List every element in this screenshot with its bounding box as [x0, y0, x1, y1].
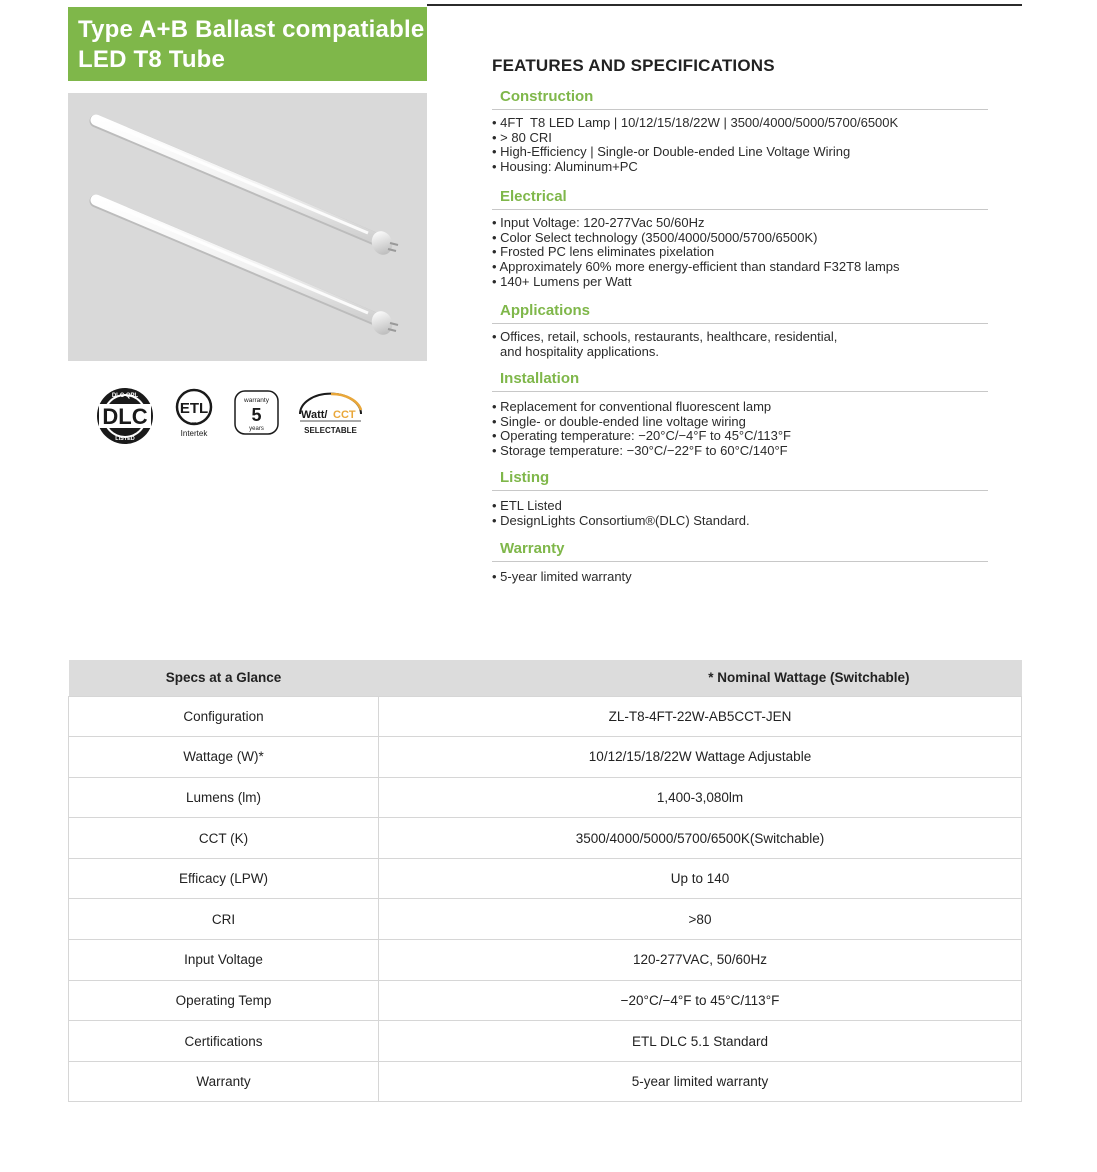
- list-item: • DesignLights Consortium®(DLC) Standard.: [492, 514, 988, 529]
- svg-text:ETL: ETL: [179, 400, 209, 417]
- dlc-qpl-listed-icon: [97, 388, 153, 444]
- row-value: 10/12/15/18/22W Wattage Adjustable: [379, 737, 1022, 778]
- row-label: CCT (K): [69, 818, 379, 859]
- section-divider: [492, 561, 988, 562]
- svg-text:SELECTABLE: SELECTABLE: [304, 426, 357, 435]
- section-divider: [492, 490, 988, 491]
- row-value: 120-277VAC, 50/60Hz: [379, 940, 1022, 981]
- list-item: • 5-year limited warranty: [492, 570, 988, 585]
- table-header-nominal-wattage: * Nominal Wattage (Switchable): [379, 660, 1022, 696]
- section-electrical: [492, 188, 988, 290]
- table-row: [69, 737, 1022, 778]
- svg-text:5: 5: [251, 405, 262, 425]
- specs-table: [68, 660, 1022, 1102]
- svg-text:CCT: CCT: [333, 409, 356, 421]
- list-item: • Operating temperature: −20°C/−4°F to 45°C/113°F: [492, 429, 988, 444]
- table-header-row: [69, 660, 1022, 696]
- section-heading: Applications: [500, 302, 591, 319]
- features-title: FEATURES AND SPECIFICATIONS: [492, 56, 775, 75]
- section-construction: [492, 88, 988, 175]
- row-value: >80: [379, 899, 1022, 940]
- tube-upper: [96, 120, 398, 258]
- section-heading: Warranty: [500, 540, 565, 557]
- list-item: • Frosted PC lens eliminates pixelation: [492, 245, 988, 260]
- feature-list: [492, 330, 988, 359]
- table-row: [69, 818, 1022, 859]
- list-item: • Color Select technology (3500/4000/5000/5700/6500K): [492, 231, 988, 246]
- list-item: • High-Efficiency | Single-or Double-ended Line Voltage Wiring: [492, 145, 988, 160]
- svg-text:DLC: DLC: [102, 404, 148, 429]
- table-row: [69, 899, 1022, 940]
- list-item: • > 80 CRI: [492, 131, 988, 146]
- list-item: • Housing: Aluminum+PC: [492, 160, 988, 175]
- list-item-continuation: and hospitality applications.: [500, 343, 659, 359]
- title-banner: [68, 7, 427, 81]
- list-item: • Input Voltage: 120-277Vac 50/60Hz: [492, 216, 988, 231]
- row-value: 5-year limited warranty: [379, 1061, 1022, 1102]
- row-label: Wattage (W)*: [69, 737, 379, 778]
- section-heading: Electrical: [500, 188, 567, 205]
- section-divider: [492, 109, 988, 110]
- product-photo: [68, 93, 427, 361]
- table-row: [69, 777, 1022, 818]
- top-rule: [427, 4, 1022, 6]
- list-item: • 140+ Lumens per Watt: [492, 275, 988, 290]
- section-listing: [492, 469, 988, 528]
- row-label: Warranty: [69, 1061, 379, 1102]
- svg-text:years: years: [249, 426, 264, 432]
- svg-text:us: us: [191, 420, 197, 425]
- warranty-5-years-icon: [235, 391, 278, 434]
- svg-text:Watt/: Watt/: [301, 409, 328, 421]
- list-item: • 4FT T8 LED Lamp | 10/12/15/18/22W | 3500/4000/5000/5700/6500K: [492, 116, 988, 131]
- title-line-1: Type A+B Ballast compatiable: [78, 16, 425, 43]
- row-label: Lumens (lm): [69, 777, 379, 818]
- list-item: • Replacement for conventional fluorescent lamp: [492, 400, 988, 415]
- list-item: • ETL Listed: [492, 499, 988, 514]
- table-row: [69, 940, 1022, 981]
- list-item: • Offices, retail, schools, restaurants, healthcare, residential,: [492, 330, 988, 345]
- tube-lower: [96, 200, 398, 338]
- svg-text:LISTED: LISTED: [115, 436, 135, 442]
- section-heading: Installation: [500, 370, 580, 387]
- list-item: • Single- or double-ended line voltage wiring: [492, 415, 988, 430]
- feature-list: [492, 216, 988, 290]
- row-label: Input Voltage: [69, 940, 379, 981]
- row-label: Certifications: [69, 1021, 379, 1062]
- row-value: −20°C/−4°F to 45°C/113°F: [379, 980, 1022, 1021]
- section-divider: [492, 391, 988, 392]
- row-value: 1,400-3,080lm: [379, 777, 1022, 818]
- feature-list: [492, 400, 988, 459]
- svg-text:Intertek: Intertek: [180, 429, 208, 438]
- row-label: CRI: [69, 899, 379, 940]
- features-and-specifications: [492, 56, 992, 584]
- row-label: Operating Temp: [69, 980, 379, 1021]
- table-row: [69, 1061, 1022, 1102]
- feature-list: [492, 499, 988, 528]
- table-row: [69, 696, 1022, 737]
- table-header-specs: Specs at a Glance: [69, 660, 379, 696]
- table-row: [69, 858, 1022, 899]
- section-divider: [492, 209, 988, 210]
- etl-intertek-icon: [177, 390, 211, 438]
- svg-text:DLC QPL: DLC QPL: [111, 393, 139, 399]
- section-heading: Construction: [500, 88, 594, 105]
- row-label: Efficacy (LPW): [69, 858, 379, 899]
- table-row: [69, 1021, 1022, 1062]
- list-item: • Approximately 60% more energy-efficient than standard F32T8 lamps: [492, 260, 988, 275]
- feature-list: [492, 570, 988, 585]
- watt-cct-selectable-icon: [300, 394, 361, 435]
- feature-list: [492, 116, 988, 175]
- row-value: Up to 140: [379, 858, 1022, 899]
- row-value: 3500/4000/5000/5700/6500K(Switchable): [379, 818, 1022, 859]
- row-value: ZL-T8-4FT-22W-AB5CCT-JEN: [379, 696, 1022, 737]
- row-value: ETL DLC 5.1 Standard: [379, 1021, 1022, 1062]
- section-divider: [492, 323, 988, 324]
- section-installation: [492, 370, 988, 459]
- section-warranty: [492, 540, 988, 585]
- svg-text:warranty: warranty: [244, 397, 269, 404]
- section-applications: [492, 302, 988, 359]
- led-tube-image: [68, 93, 427, 361]
- table-row: [69, 980, 1022, 1021]
- certification-logos: [95, 388, 395, 448]
- list-item: • Storage temperature: −30°C/−22°F to 60°C/140°F: [492, 444, 988, 459]
- title-line-2: LED T8 Tube: [78, 46, 226, 73]
- section-heading: Listing: [500, 469, 550, 486]
- row-label: Configuration: [69, 696, 379, 737]
